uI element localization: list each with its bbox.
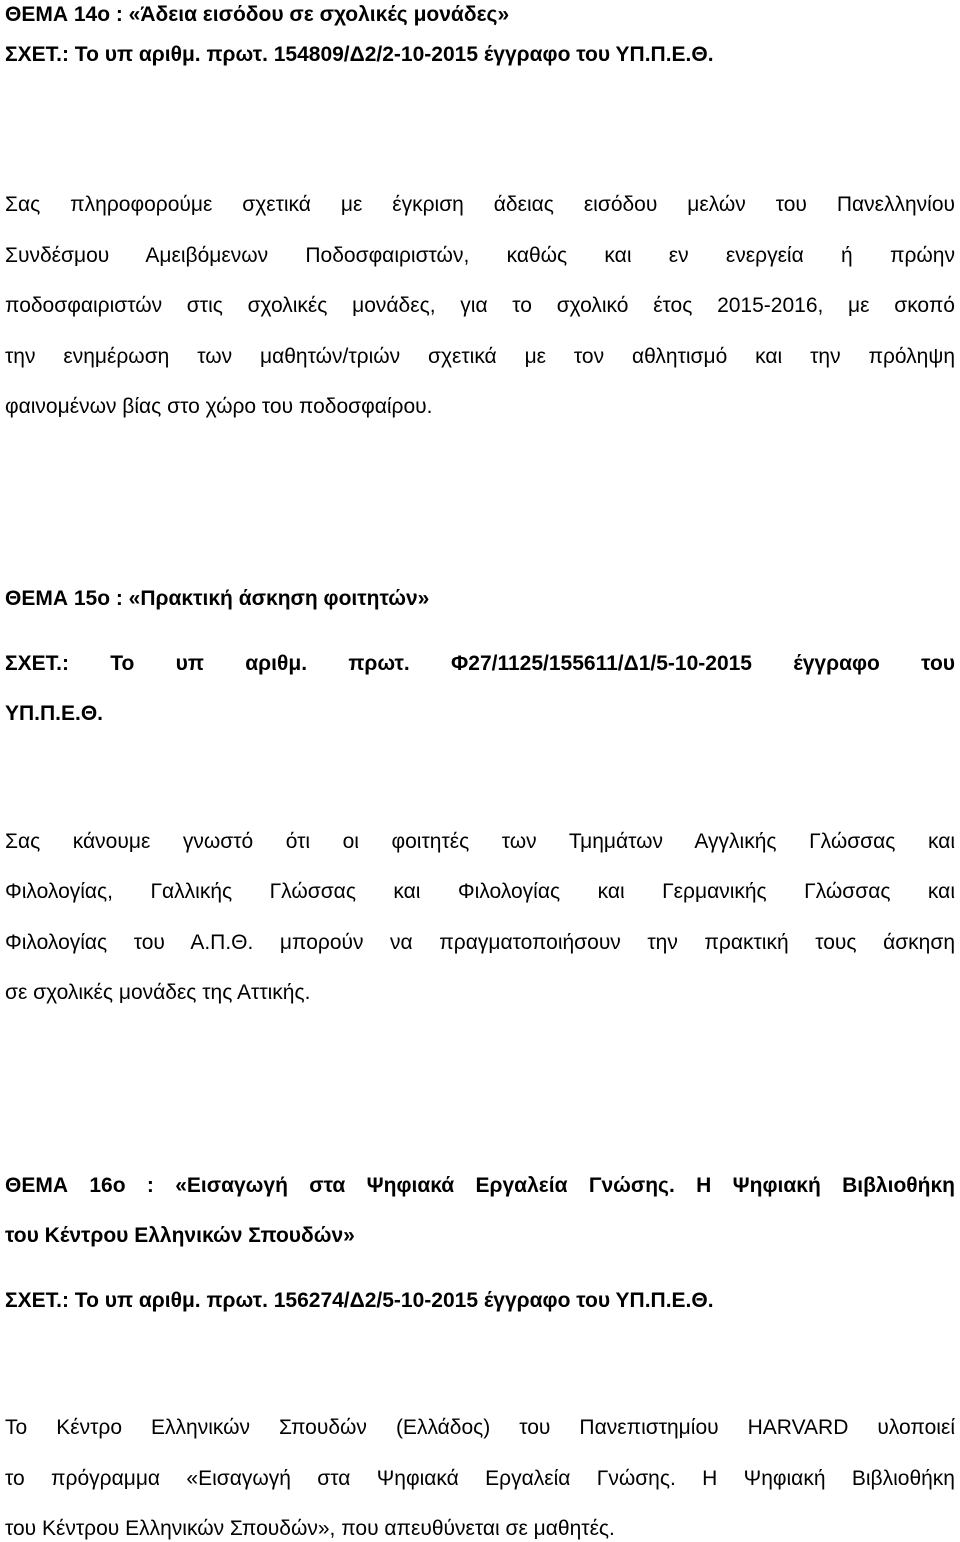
topic-14-body-line: Σας πληροφορούμε σχετικά με έγκριση άδειας εισόδου μελών του Πανελληνίου [5, 193, 955, 216]
topic-15-heading: ΘΕΜΑ 15ο : «Πρακτική άσκηση φοιτητών» [5, 587, 430, 610]
topic-14-body-line: ποδοσφαιριστών στις σχολικές μονάδες, για το σχολικό έτος 2015-2016, με σκοπό [5, 294, 955, 317]
topic-14-body-line: Συνδέσμου Αμειβόμενων Ποδοσφαιριστών, καθώς και εν ενεργεία ή πρώην [5, 244, 955, 267]
topic-15-body-line: Φιλολογίας του Α.Π.Θ. μπορούν να πραγματοποιήσουν την πρακτική τους άσκηση [5, 931, 955, 954]
topic-14-body-line: φαινομένων βίας στο χώρο του ποδοσφαίρου. [5, 395, 433, 418]
topic-16-reference: ΣΧΕΤ.: Το υπ αριθμ. πρωτ. 156274/Δ2/5-10-2015 έγγραφο του ΥΠ.Π.Ε.Θ. [5, 1289, 714, 1312]
topic-15-reference: ΣΧΕΤ.: Το υπ αριθμ. πρωτ. Φ27/1125/155611/Δ1/5-10-2015 έγγραφο του [5, 652, 955, 675]
topic-14-reference: ΣΧΕΤ.: Το υπ αριθμ. πρωτ. 154809/Δ2/2-10-2015 έγγραφο του ΥΠ.Π.Ε.Θ. [5, 43, 714, 66]
topic-14-heading: ΘΕΜΑ 14ο : «Άδεια εισόδου σε σχολικές μονάδες» [5, 3, 510, 26]
topic-16-body-line: το πρόγραμμα «Εισαγωγή στα Ψηφιακά Εργαλεία Γνώσης. Η Ψηφιακή Βιβλιοθήκη [5, 1467, 955, 1490]
topic-15-body-line: Σας κάνουμε γνωστό ότι οι φοιτητές των Τμημάτων Αγγλικής Γλώσσας και [5, 830, 955, 853]
topic-16-body-line: του Κέντρου Ελληνικών Σπουδών», που απευθύνεται σε μαθητές. [5, 1517, 615, 1540]
topic-16-body-line: Το Κέντρο Ελληνικών Σπουδών (Ελλάδος) του Πανεπιστημίου HARVARD υλοποιεί [5, 1416, 955, 1439]
topic-15-body-line: σε σχολικές μονάδες της Αττικής. [5, 981, 311, 1004]
topic-15-reference-cont: ΥΠ.Π.Ε.Θ. [5, 702, 104, 725]
topic-16-heading-cont: του Κέντρου Ελληνικών Σπουδών» [5, 1224, 355, 1247]
topic-16-heading: ΘΕΜΑ 16ο : «Εισαγωγή στα Ψηφιακά Εργαλεία Γνώσης. Η Ψηφιακή Βιβλιοθήκη [5, 1174, 955, 1197]
topic-14-body-line: την ενημέρωση των μαθητών/τριών σχετικά με τον αθλητισμό και την πρόληψη [5, 345, 955, 368]
topic-15-body-line: Φιλολογίας, Γαλλικής Γλώσσας και Φιλολογίας και Γερμανικής Γλώσσας και [5, 880, 955, 903]
